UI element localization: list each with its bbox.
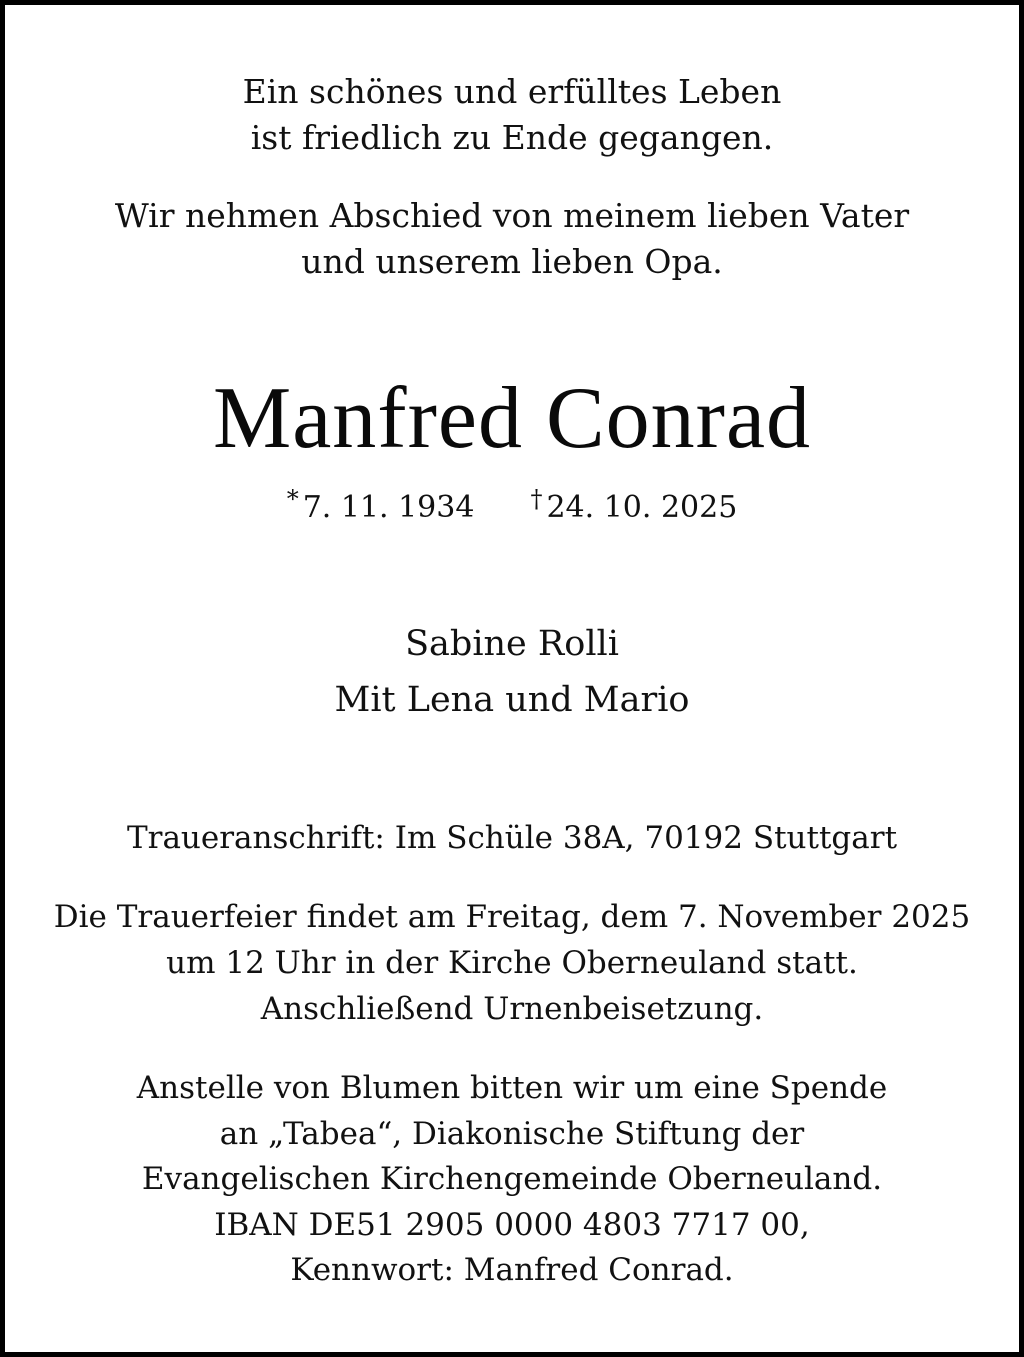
- death-symbol: †: [530, 485, 543, 513]
- ceremony-line-3: Anschließend Urnenbeisetzung.: [260, 991, 764, 1027]
- birth-date-group: [286, 485, 475, 525]
- ceremony-line-1: Die Trauerfeier findet am Freitag, dem 7. November 2025: [53, 899, 971, 935]
- donation-line-3: Evangelischen Kirchengemeinde Oberneuland.: [141, 1161, 883, 1197]
- mourner-line-1: Sabine Rolli: [405, 624, 619, 664]
- ceremony-line-2: um 12 Uhr in der Kirche Oberneuland statt.: [166, 945, 858, 981]
- mourner-line-2: Mit Lena und Mario: [334, 680, 690, 720]
- donation-keyword: Kennwort: Manfred Conrad.: [290, 1252, 734, 1288]
- donation-line-2: an „Tabea“, Diakonische Stiftung der: [219, 1116, 805, 1152]
- life-dates: [5, 485, 1019, 525]
- mourning-address: Traueranschrift: Im Schüle 38A, 70192 Stuttgart: [126, 820, 898, 856]
- intro-line-2: ist friedlich zu Ende gegangen.: [250, 118, 774, 157]
- donation-iban: IBAN DE51 2905 0000 4803 7717 00,: [214, 1207, 810, 1243]
- death-date-group: [530, 485, 738, 525]
- deceased-name: Manfred Conrad: [212, 370, 812, 467]
- intro-line-4: und unserem lieben Opa.: [301, 242, 723, 281]
- donation-line-1: Anstelle von Blumen bitten wir um eine Spende: [136, 1070, 888, 1106]
- intro-line-1: Ein schönes und erfülltes Leben: [242, 72, 782, 111]
- birth-date: 7. 11. 1934: [302, 490, 475, 525]
- intro-line-3: Wir nehmen Abschied von meinem lieben Vater: [114, 196, 910, 235]
- death-date: 24. 10. 2025: [546, 490, 738, 525]
- birth-symbol: *: [286, 485, 299, 513]
